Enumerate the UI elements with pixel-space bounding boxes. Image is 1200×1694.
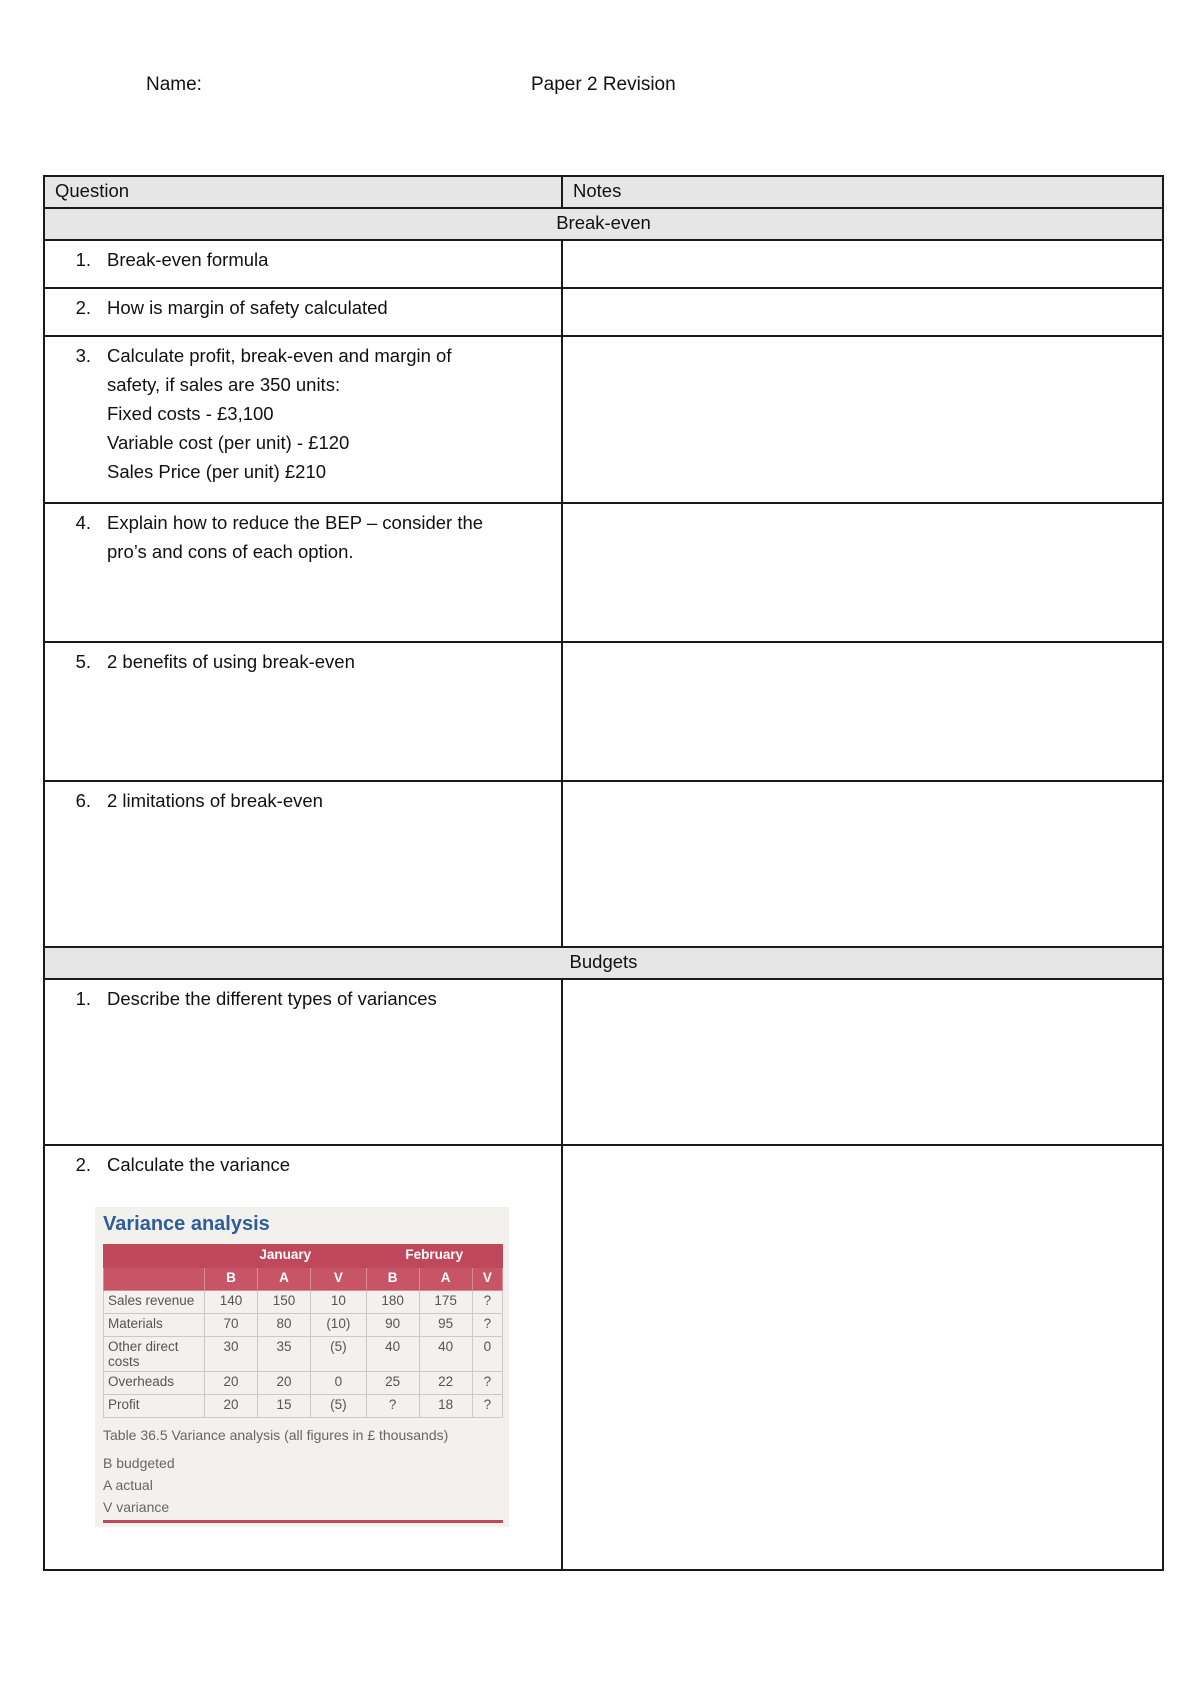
question-number: 3. [75,345,91,366]
variance-row-label: Overheads [104,1372,205,1395]
variance-cell: 180 [366,1291,419,1314]
question-text: 2 limitations of break-even [107,790,323,811]
variance-row [104,1372,503,1395]
question-cell [44,503,562,642]
variance-cell: (5) [311,1337,367,1372]
notes-cell[interactable] [562,1145,1163,1570]
variance-row-label: Sales revenue [104,1291,205,1314]
variance-corner-cell [104,1268,205,1291]
variance-cell: ? [472,1291,502,1314]
variance-key-item: A actual [103,1477,153,1493]
question-text: Calculate profit, break-even and margin of [107,345,452,366]
variance-cell: (10) [311,1314,367,1337]
question-text: Sales Price (per unit) £210 [107,461,327,482]
variance-row [104,1337,503,1372]
variance-corner-cell [104,1245,205,1268]
variance-cell: 175 [419,1291,472,1314]
notes-cell[interactable] [562,240,1163,288]
question-row [44,503,1163,642]
variance-row-label: Other direct costs [104,1337,205,1372]
question-row [44,781,1163,947]
notes-column-header: Notes [562,176,1163,208]
variance-cell: (5) [311,1395,367,1418]
page-title: Paper 2 Revision [531,74,676,95]
variance-cell: 90 [366,1314,419,1337]
variance-cell: ? [472,1395,502,1418]
question-text: Variable cost (per unit) - £120 [107,432,350,453]
question-text: 2 benefits of using break-even [107,651,355,672]
notes-cell[interactable] [562,288,1163,336]
revision-table [43,175,1164,1571]
variance-cell: 18 [419,1395,472,1418]
notes-cell[interactable] [562,781,1163,947]
variance-cell: 40 [419,1337,472,1372]
variance-cell: ? [472,1372,502,1395]
variance-cell: 10 [311,1291,367,1314]
variance-month-header: February [366,1245,502,1268]
name-label: Name: [146,74,202,95]
question-cell [44,781,562,947]
notes-cell[interactable] [562,503,1163,642]
variance-month-row [104,1245,503,1268]
variance-subhead: A [258,1268,311,1291]
variance-subhead: B [366,1268,419,1291]
question-cell [44,240,562,288]
question-number: 5. [75,651,91,672]
section-title: Budgets [44,947,1163,979]
variance-cell: 40 [366,1337,419,1372]
variance-row [104,1314,503,1337]
question-row [44,1145,1163,1570]
question-number: 1. [75,988,91,1009]
question-column-header: Question [44,176,562,208]
variance-row-label: Profit [104,1395,205,1418]
variance-row [104,1395,503,1418]
variance-caption: Table 36.5 Variance analysis (all figures in £ thousands) [103,1427,449,1443]
variance-subhead: V [472,1268,502,1291]
question-number: 2. [75,297,91,318]
question-row [44,642,1163,781]
variance-subhead: V [311,1268,367,1291]
variance-analysis-figure [95,1207,509,1527]
question-text: Describe the different types of variances [107,988,437,1009]
section-row-budgets [44,947,1163,979]
question-row [44,240,1163,288]
variance-row-label: Materials [104,1314,205,1337]
variance-key-item: B budgeted [103,1455,175,1471]
variance-figure-title: Variance analysis [103,1213,270,1235]
question-text: pro’s and cons of each option. [107,541,354,562]
question-cell [44,336,562,503]
question-cell [44,979,562,1145]
notes-cell[interactable] [562,979,1163,1145]
question-number: 4. [75,512,91,533]
variance-cell: 20 [205,1372,258,1395]
variance-cell: 35 [258,1337,311,1372]
question-row [44,979,1163,1145]
variance-key [103,1452,503,1518]
question-row [44,336,1163,503]
variance-cell: 22 [419,1372,472,1395]
variance-row [104,1291,503,1314]
question-row [44,288,1163,336]
notes-cell[interactable] [562,642,1163,781]
question-cell [44,1145,562,1570]
question-text: Break-even formula [107,249,269,270]
section-title: Break-even [44,208,1163,240]
variance-cell: 30 [205,1337,258,1372]
table-header-row [44,176,1163,208]
variance-subhead: A [419,1268,472,1291]
variance-key-item: V variance [103,1499,170,1515]
variance-cell: 70 [205,1314,258,1337]
question-text: Explain how to reduce the BEP – consider the [107,512,484,533]
variance-cell: 80 [258,1314,311,1337]
variance-cell: 140 [205,1291,258,1314]
question-number: 2. [75,1154,91,1175]
variance-cell: 150 [258,1291,311,1314]
variance-cell: 0 [472,1337,502,1372]
notes-cell[interactable] [562,336,1163,503]
variance-cell: 0 [311,1372,367,1395]
question-cell [44,642,562,781]
question-text: Calculate the variance [107,1154,291,1175]
variance-cell: 95 [419,1314,472,1337]
variance-cell: ? [472,1314,502,1337]
question-number: 1. [75,249,91,270]
variance-cell: 20 [258,1372,311,1395]
variance-month-header: January [205,1245,367,1268]
variance-cell: ? [366,1395,419,1418]
question-text: safety, if sales are 350 units: [107,374,341,395]
variance-subhead-row [104,1268,503,1291]
question-text: How is margin of safety calculated [107,297,388,318]
variance-cell: 15 [258,1395,311,1418]
variance-cell: 20 [205,1395,258,1418]
variance-subhead: B [205,1268,258,1291]
figure-accent-bar [103,1520,503,1523]
question-cell [44,288,562,336]
section-row-break-even [44,208,1163,240]
question-text: Fixed costs - £3,100 [107,403,274,424]
question-number: 6. [75,790,91,811]
variance-table [103,1244,503,1418]
variance-cell: 25 [366,1372,419,1395]
